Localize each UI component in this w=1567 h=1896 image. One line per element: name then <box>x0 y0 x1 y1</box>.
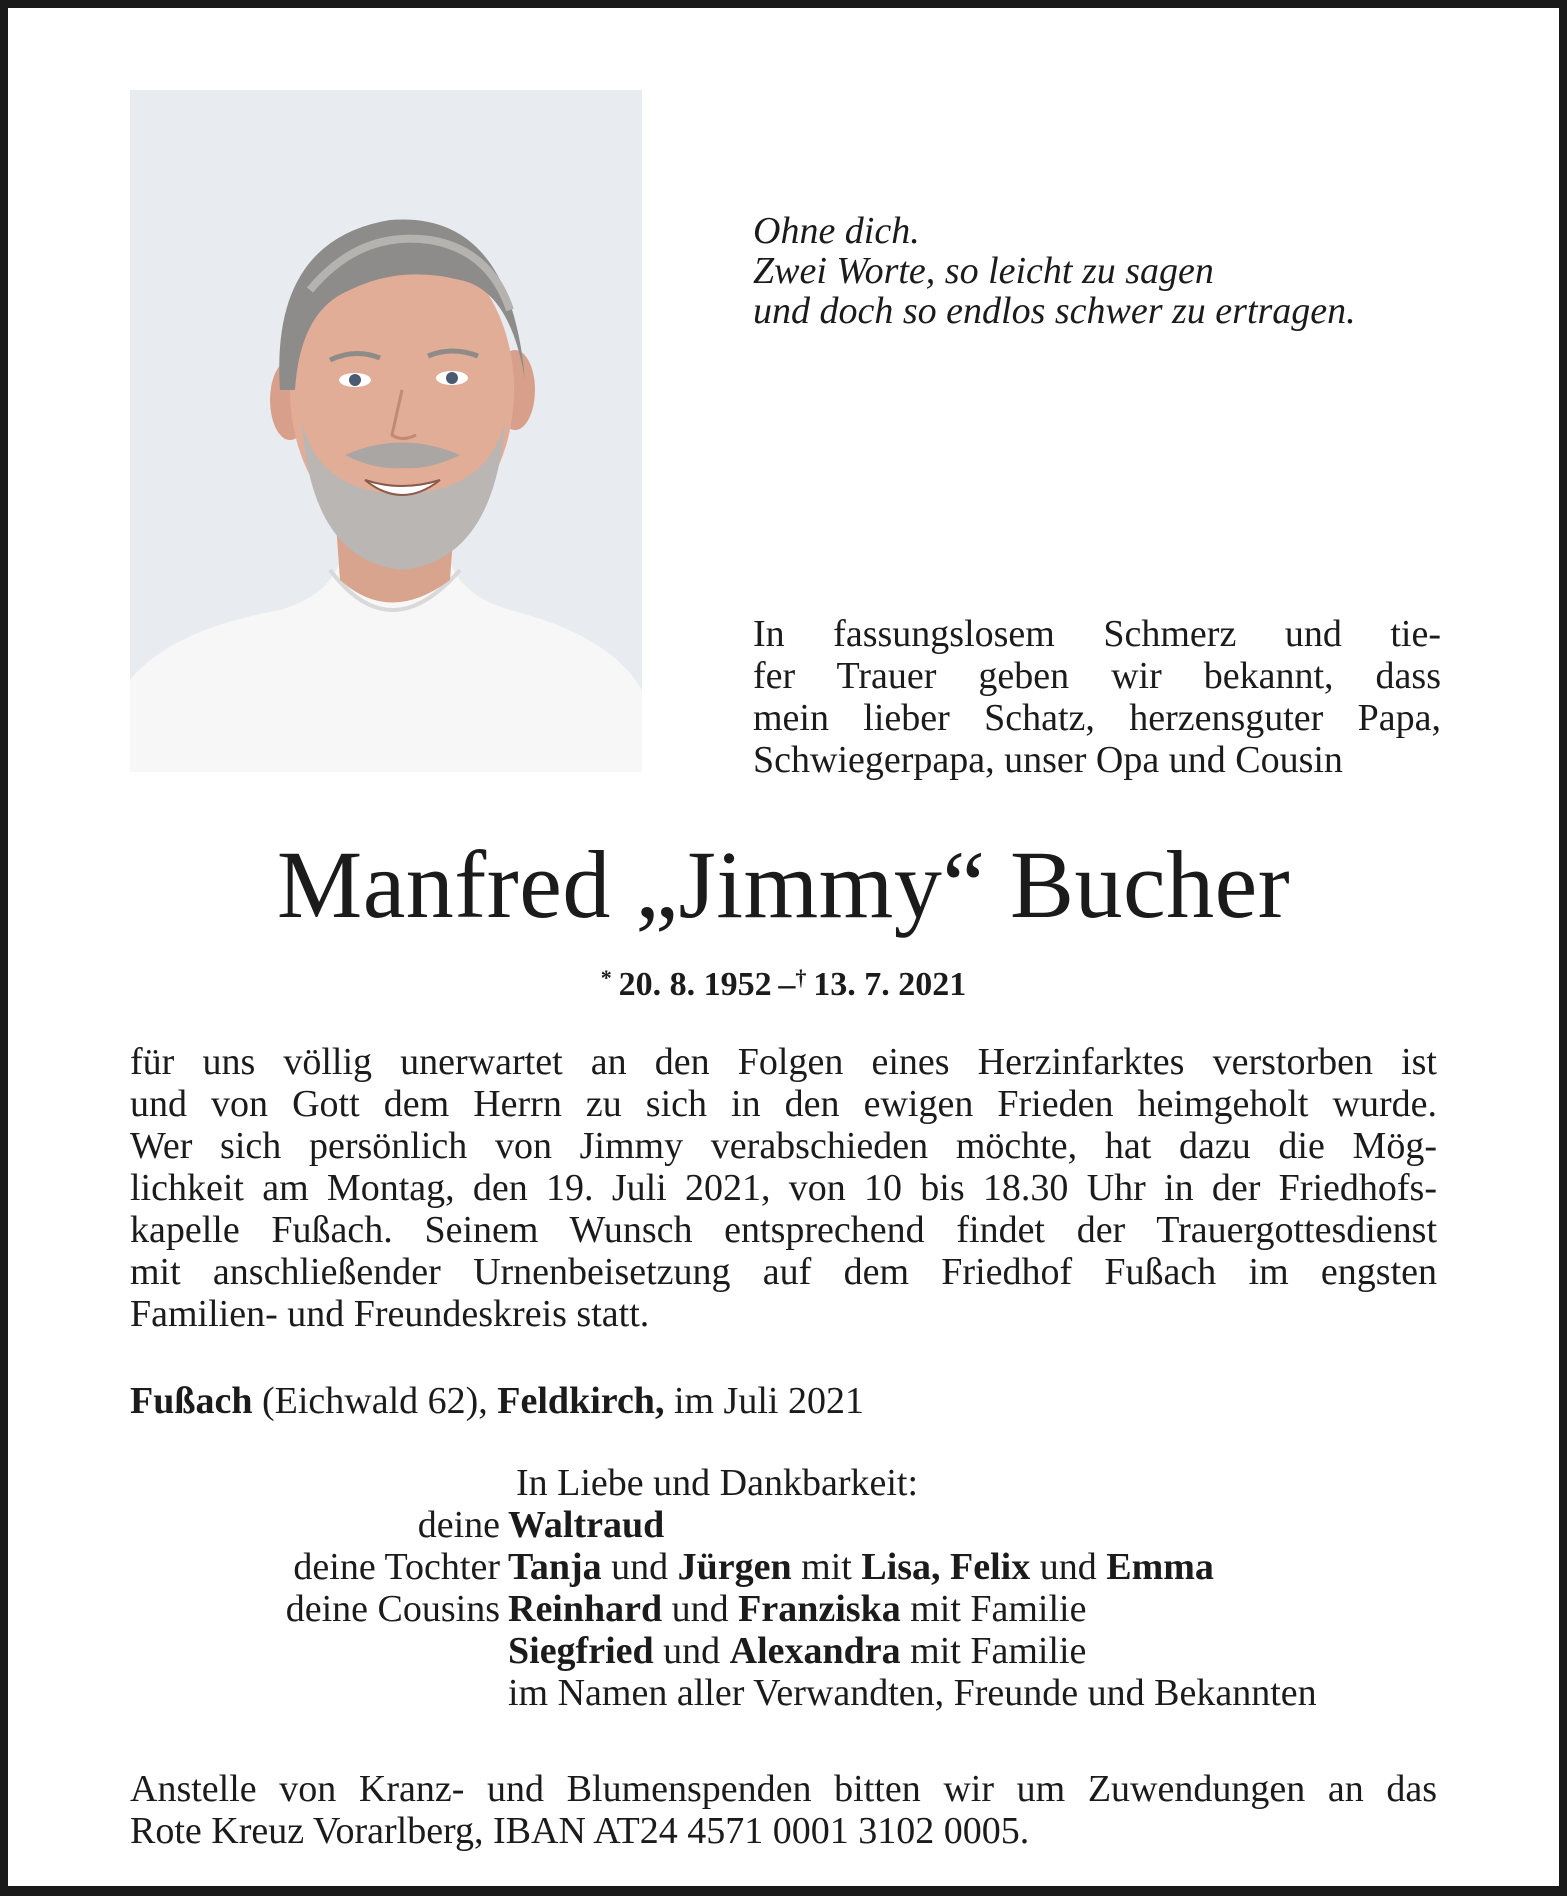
mourner-name: Lisa, Felix <box>861 1546 1031 1588</box>
mourner-name: Waltraud <box>508 1504 665 1546</box>
relation-label: deine Tochter <box>293 1546 500 1588</box>
deceased-name: Manfred „Jimmy“ Bucher <box>276 831 1291 938</box>
town-fussach: Fußach <box>130 1380 253 1422</box>
connector: und <box>611 1546 669 1588</box>
intro-line: In fassungslosem Schmerz und tie- <box>753 613 1441 655</box>
mourner-name: Alexandra <box>729 1630 901 1672</box>
mourner-name: Franziska <box>738 1588 901 1630</box>
portrait-illustration <box>130 90 642 772</box>
death-symbol: † <box>795 965 807 990</box>
intro-line: Schwiegerpapa, unser Opa und Cousin <box>753 739 1343 781</box>
town-feldkirch: Feldkirch, <box>497 1380 665 1422</box>
connector: und <box>671 1588 729 1630</box>
relation-label: deine Cousins <box>285 1588 500 1630</box>
body-line: für uns völlig unerwartet an den Folgen eines Herzinfarktes verstorben ist <box>130 1041 1437 1083</box>
quote-line: Ohne dich. <box>753 210 920 252</box>
mourner-row <box>130 1504 1450 1546</box>
connector: mit Familie <box>910 1588 1087 1630</box>
announcement-body <box>130 1041 1437 1335</box>
intro-line: mein lieber Schatz, herzensguter Papa, <box>753 697 1441 739</box>
birth-symbol: * <box>600 965 612 990</box>
connector: mit <box>801 1546 852 1588</box>
mourner-name: Reinhard <box>508 1588 663 1630</box>
thanks-heading: In Liebe und Dankbarkeit: <box>516 1462 919 1504</box>
connector: und <box>1039 1546 1097 1588</box>
relation-label: deine <box>417 1504 500 1546</box>
birth-date: 20. 8. 1952 <box>618 966 772 1003</box>
portrait-photo <box>130 90 642 772</box>
life-dates <box>8 958 1559 1005</box>
obituary-card <box>8 8 1559 1886</box>
body-line: lichkeit am Montag, den 19. Juli 2021, von 10 bis 18.30 Uhr in der Friedhofs- <box>130 1167 1437 1209</box>
mourner-row <box>130 1546 1450 1588</box>
date-dash: – <box>778 966 796 1003</box>
address: (Eichwald 62), <box>261 1380 488 1422</box>
body-line: Wer sich persönlich von Jimmy verabschieden möchte, hat dazu die Mög- <box>130 1125 1437 1167</box>
donation-line: Rote Kreuz Vorarlberg, IBAN AT24 4571 0001 3102 0005. <box>130 1810 1030 1852</box>
mourner-name: Siegfried <box>508 1630 654 1672</box>
body-line: Familien- und Freundeskreis statt. <box>130 1293 650 1335</box>
mourner-name: Tanja <box>508 1546 602 1588</box>
mourner-name: Jürgen <box>677 1546 792 1588</box>
intro-line: fer Trauer geben wir bekannt, dass <box>753 655 1441 697</box>
connector: mit Familie <box>910 1630 1087 1672</box>
body-line: kapelle Fußach. Seinem Wunsch entsprechend findet der Trauergottesdienst <box>130 1209 1437 1251</box>
mourners-list <box>130 1504 1450 1714</box>
month-year: im Juli 2021 <box>673 1380 864 1422</box>
mourner-note: im Namen aller Verwandten, Freunde und Bekannten <box>508 1672 1317 1714</box>
donation-note <box>130 1768 1437 1852</box>
body-line: mit anschließender Urnenbeisetzung auf dem Friedhof Fußach im engsten <box>130 1251 1437 1293</box>
body-line: und von Gott dem Herrn zu sich in den ewigen Frieden heimgeholt wurde. <box>130 1083 1437 1125</box>
death-date: 13. 7. 2021 <box>813 966 967 1003</box>
place-date-line <box>130 1380 1130 1422</box>
quote-line: und doch so endlos schwer zu ertragen. <box>753 290 1356 332</box>
mourner-row <box>130 1630 1450 1672</box>
mourner-row <box>130 1672 1450 1714</box>
donation-line: Anstelle von Kranz- und Blumenspenden bitten wir um Zuwendungen an das <box>130 1768 1437 1810</box>
quote-line: Zwei Worte, so leicht zu sagen <box>753 250 1214 292</box>
mourner-name: Emma <box>1106 1546 1214 1588</box>
connector: und <box>663 1630 721 1672</box>
memorial-quote <box>753 211 1473 331</box>
announcement-intro <box>753 613 1441 781</box>
mourner-row <box>130 1588 1450 1630</box>
